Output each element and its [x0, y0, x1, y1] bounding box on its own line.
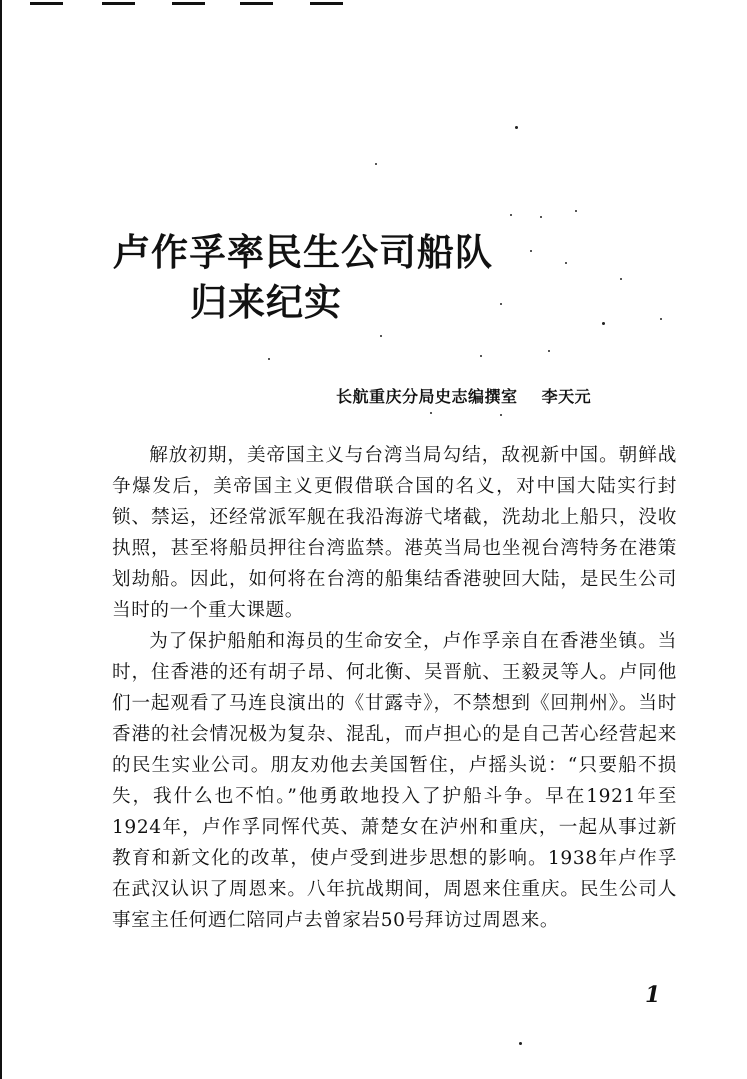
scan-top-mark — [240, 2, 273, 5]
scan-speck — [480, 355, 482, 357]
paragraph: 为了保护船舶和海员的生命安全，卢作孚亲自在香港坐镇。当时，住香港的还有胡子昂、何北衡、吴晋航、王毅灵等人。卢同他们一起观看了马连良演出的《甘露寺》，不禁想到《回荆州》。当时香港的社会情况极为复杂、混乱，而卢担心的是自己苦心经营起来的民生实业公司。朋友劝他去美国暂住，卢摇头说：“只要船不损失，我什么也不怕。”他勇敢地投入了护船斗争。早在1921年至1924年，卢作孚同恽代英、萧楚女在泸州和重庆，一起从事过新教育和新文化的改革，使卢受到进步思想的影响。1938年卢作孚在武汉认识了周恩来。八年抗战期间，周恩来住重庆。民生公司人事室主任何迺仁陪同卢去曾家岩50号拜访过周恩来。 — [112, 631, 677, 931]
scan-top-mark — [310, 2, 343, 5]
scan-speck — [530, 250, 532, 252]
scan-speck — [375, 163, 377, 165]
scan-speck — [540, 216, 542, 218]
scan-speck — [575, 210, 577, 212]
scan-speck — [515, 126, 518, 129]
scan-speck — [565, 262, 567, 264]
page-subtitle: 归来纪实 — [190, 280, 342, 324]
scan-speck — [268, 358, 270, 360]
scan-speck — [660, 318, 662, 320]
scan-left-border — [0, 0, 2, 1079]
scan-top-mark — [102, 2, 135, 5]
page-number: 1 — [645, 982, 661, 1008]
paragraph: 解放初期，美帝国主义与台湾当局勾结，敌视新中国。朝鲜战争爆发后，美帝国主义更假借联合国的名义，对中国大陆实行封锁、禁运，还经常派军舰在我沿海游弋堵截，洗劫北上船只，没收执照，甚至将船员押往台湾监禁。港英当局也坐视台湾特务在港策划劫船。因此，如何将在台湾的船集结香港驶回大陆，是民生公司当时的一个重大课题。 — [112, 445, 677, 621]
scan-speck — [602, 322, 605, 325]
scan-speck — [519, 1042, 522, 1045]
scan-top-mark — [30, 2, 63, 5]
byline-author: 李天元 — [541, 387, 592, 406]
scan-speck — [380, 335, 382, 337]
scan-top-mark — [172, 2, 205, 5]
scan-speck — [510, 214, 512, 216]
page-title: 卢作孚率民生公司船队 — [113, 230, 493, 274]
byline — [336, 384, 591, 407]
byline-organization: 长航重庆分局史志编撰室 — [336, 387, 518, 406]
body-text — [112, 440, 677, 936]
scan-speck — [620, 278, 622, 280]
scan-speck — [500, 303, 502, 305]
scan-speck — [430, 412, 432, 414]
scan-speck — [548, 350, 550, 352]
scan-speck — [500, 414, 502, 416]
